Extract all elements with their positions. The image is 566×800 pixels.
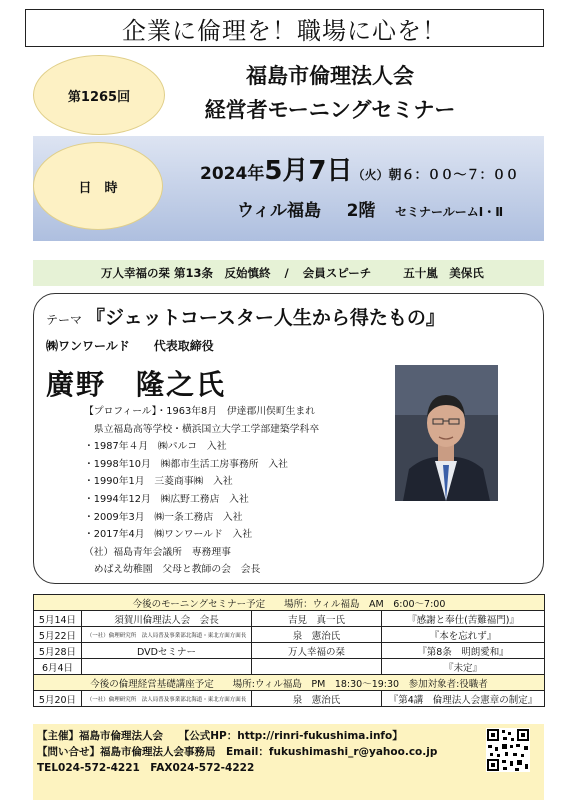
speech-banner-person: 五十嵐 美保氏 [403, 266, 484, 280]
footer [33, 724, 544, 800]
table-row [34, 627, 545, 643]
schedule-title: 『感謝と奉仕(苦難福門)』 [382, 611, 545, 627]
speech-banner [33, 260, 544, 286]
edition-number: 第1265回 [67, 89, 131, 105]
qr-code-graphic [486, 728, 530, 772]
theme-text: 『ジェットコースター人生から得たもの』 [86, 307, 445, 329]
profile-line: ・1994年12月 ㈱広野工務店 入社 [84, 493, 249, 505]
schedule-date: 5月14日 [34, 611, 82, 627]
schedule-date: 5月28日 [34, 643, 82, 659]
event-title: 経営者モーニングセミナー [204, 98, 456, 122]
profile-line: 【プロフィール】・1963年8月 伊達郡川俣町生まれ [84, 406, 316, 417]
schedule-header-row [34, 595, 545, 611]
organizer-name: 福島市倫理法人会 [246, 64, 414, 88]
schedule-date: 5月22日 [34, 627, 82, 643]
course-header: 今後の倫理経営基礎講座予定 場所:ウィル福島 PM 18:30～19:30 参加対象者:役職者 [34, 675, 545, 691]
theme-label: テーマ [46, 313, 83, 327]
date-year: 2024年 [200, 164, 265, 184]
speaker-profile [84, 403, 319, 579]
venue-floor: 2階 [346, 201, 376, 221]
footer-tel: TEL024-572-4221 FAX024-572-4222 [37, 762, 255, 774]
headline-text: 企業に倫理を！職場に心を！ [122, 16, 447, 45]
event-date [200, 150, 519, 187]
course-header-row [34, 675, 545, 691]
profile-line: 県立福島高等学校・横浜国立大学工学部建築学科卒 [84, 423, 320, 435]
date-weekday: （火） [352, 168, 389, 182]
qr-code-icon [486, 728, 530, 772]
venue-name: ウィル福島 [237, 201, 321, 221]
schedule-date: 6月4日 [34, 659, 82, 675]
speech-banner-reading: 万人幸福の栞 第13条 反始慎終 [101, 266, 271, 280]
profile-line: ・1990年1月 三菱商事㈱ 入社 [84, 476, 233, 488]
schedule-topic: DVDセミナー [82, 643, 252, 659]
profile-line: ・2009年3月 ㈱一条工務店 入社 [84, 511, 243, 523]
course-topic: （一社）倫理研究所 法人局普及事業部北海道・東北方面方面長 [82, 691, 252, 707]
date-label-badge [33, 142, 163, 230]
date-label: 日 時 [78, 180, 118, 196]
table-row [34, 659, 545, 675]
course-speaker: 泉 憲治氏 [252, 691, 382, 707]
schedule-header: 今後のモーニングセミナー予定 場所：ウィル福島 AM 6:00～7:00 [34, 595, 545, 611]
morning-seminar-schedule [33, 594, 545, 707]
table-row [34, 643, 545, 659]
footer-contact: 【問い合せ】福島市倫理法人会事務局 Email：fukushimashi_r@yahoo.co.jp [37, 746, 438, 758]
profile-line: ・1998年10月 ㈱都市生活工房事務所 入社 [84, 458, 288, 470]
profile-line: ・1987年４月 ㈱パルコ 入社 [84, 441, 227, 453]
course-title: 『第4講 倫理法人会憲章の制定』 [382, 691, 545, 707]
headline-banner [25, 9, 544, 47]
table-row [34, 691, 545, 707]
schedule-speaker: 泉 憲治氏 [252, 627, 382, 643]
speech-banner-separator: / [284, 266, 289, 280]
schedule-speaker: 万人幸福の栞 [252, 643, 382, 659]
schedule-topic: 須賀川倫理法人会 会長 [82, 611, 252, 627]
schedule-topic [82, 659, 252, 675]
event-venue [237, 196, 503, 221]
event-time: 朝６：００～７：００ [388, 168, 519, 183]
profile-line: めばえ幼稚園 父母と教師の会 会長 [84, 564, 261, 576]
speaker-portrait-illustration [395, 365, 498, 501]
schedule-title: 『本を忘れず』 [382, 627, 545, 643]
schedule-speaker [252, 659, 382, 675]
schedule-speaker: 吉見 真一氏 [252, 611, 382, 627]
schedule-title: 『第8条 明朗愛和』 [382, 643, 545, 659]
schedule-title: 『未定』 [382, 659, 545, 675]
theme [46, 303, 445, 330]
profile-line: （社）福島青年会議所 専務理事 [84, 546, 231, 558]
footer-host: 【主催】福島市倫理法人会 【公式HP：http://rinri-fukushima.info】 [37, 730, 403, 742]
schedule-topic: （一社）倫理研究所 法人局普及事業部北海道・東北方面方面長 [82, 627, 252, 643]
speaker-name: 廣野 隆之氏 [46, 368, 227, 401]
date-month-day: 5月7日 [264, 156, 353, 186]
speech-banner-type: 会員スピーチ [302, 266, 372, 280]
venue-room: セミナールームⅠ・Ⅱ [394, 205, 504, 219]
course-date: 5月20日 [34, 691, 82, 707]
edition-badge [33, 55, 165, 135]
table-row [34, 611, 545, 627]
speaker-company: ㈱ワンワールド 代表取締役 [46, 339, 214, 353]
speaker-photo [395, 365, 498, 501]
profile-line: ・2017年4月 ㈱ワンワールド 入社 [84, 529, 253, 541]
